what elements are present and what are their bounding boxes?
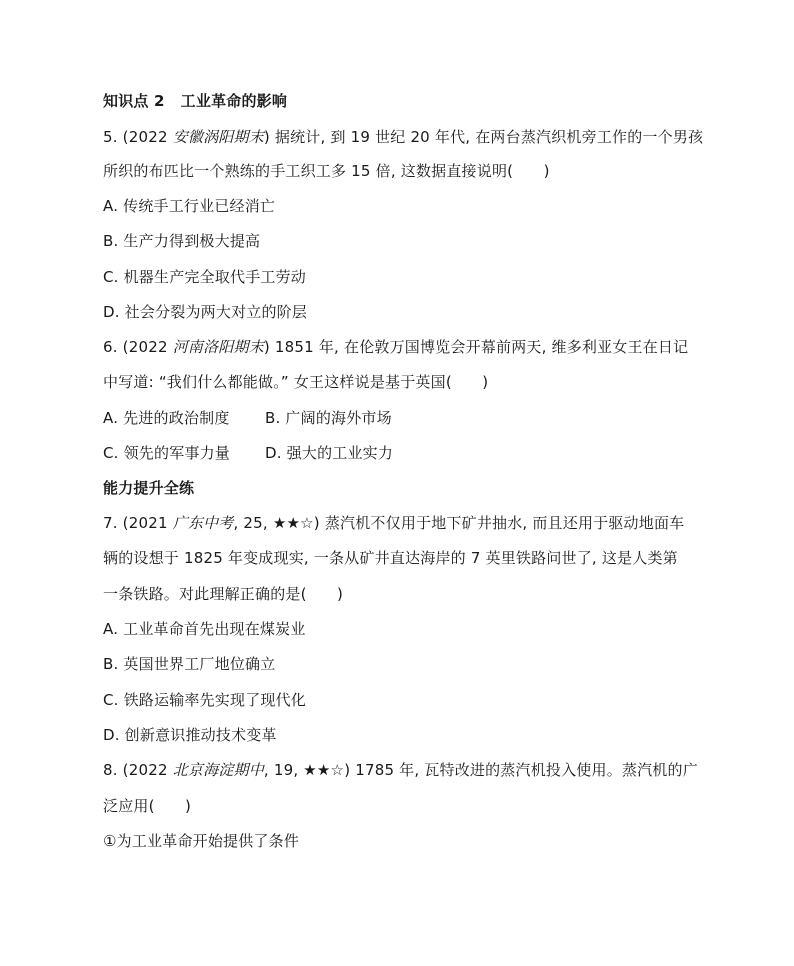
q6-options-row-1 (103, 409, 392, 427)
q6-option-d: D. 强大的工业实力 (265, 444, 394, 462)
q8-item-1: ①为工业革命开始提供了条件 (103, 832, 300, 850)
q5-option-c: C. 机器生产完全取代手工劳动 (103, 268, 307, 286)
q6-option-c: C. 领先的军事力量 (103, 444, 231, 462)
q7-option-c: C. 铁路运输率先实现了现代化 (103, 691, 307, 709)
q5-line-2: 所织的布匹比一个熟练的手工织工多 15 倍, 这数据直接说明( ) (103, 162, 550, 180)
q6-option-a: A. 先进的政治制度 (103, 409, 230, 427)
q7-option-a: A. 工业革命首先出现在煤炭业 (103, 620, 306, 638)
q5-option-d: D. 社会分裂为两大对立的阶层 (103, 303, 308, 321)
section2-heading: 能力提升全练 (103, 479, 195, 497)
q8-line-1: 8. (2022 北京海淀期中, 19, ★★☆) 1785 年, 瓦特改进的蒸汽机投入使用。蒸汽机的广 (103, 761, 698, 779)
q5-line-1: 5. (2022 安徽涡阳期末) 据统计, 到 19 世纪 20 年代, 在两台蒸汽织机旁工作的一个男孩 (103, 128, 704, 146)
q5-option-a: A. 传统手工行业已经消亡 (103, 197, 276, 215)
q6-line-1: 6. (2022 河南洛阳期末) 1851 年, 在伦敦万国博览会开幕前两天, 维多利亚女王在日记 (103, 338, 689, 356)
section-title: 工业革命的影响 (180, 92, 288, 110)
q5-option-b: B. 生产力得到极大提高 (103, 232, 261, 250)
q5-source: 安徽涡阳期末 (172, 128, 264, 146)
q8-source: 北京海淀期中 (172, 761, 264, 779)
q6-option-b: B. 广阔的海外市场 (265, 409, 392, 427)
q7-line-3: 一条铁路。对此理解正确的是( ) (103, 585, 344, 603)
q6-source: 河南洛阳期末 (172, 338, 264, 356)
section-number: 知识点 2 (103, 92, 165, 110)
q7-option-b: B. 英国世界工厂地位确立 (103, 655, 276, 673)
q7-line-1: 7. (2021 广东中考, 25, ★★☆) 蒸汽机不仅用于地下矿井抽水, 而且还用于驱动地面车 (103, 514, 685, 532)
q6-options-row-2 (103, 444, 393, 462)
section-heading (103, 92, 287, 110)
q7-source: 广东中考 (172, 514, 234, 532)
q7-option-d: D. 创新意识推动技术变革 (103, 726, 277, 744)
q6-line-2: 中写道: “我们什么都能做。” 女王这样说是基于英国( ) (103, 373, 489, 391)
q7-line-2: 辆的设想于 1825 年变成现实, 一条从矿井直达海岸的 7 英里铁路问世了, 这是人类第 (103, 549, 678, 567)
q8-line-2: 泛应用( ) (103, 797, 192, 815)
